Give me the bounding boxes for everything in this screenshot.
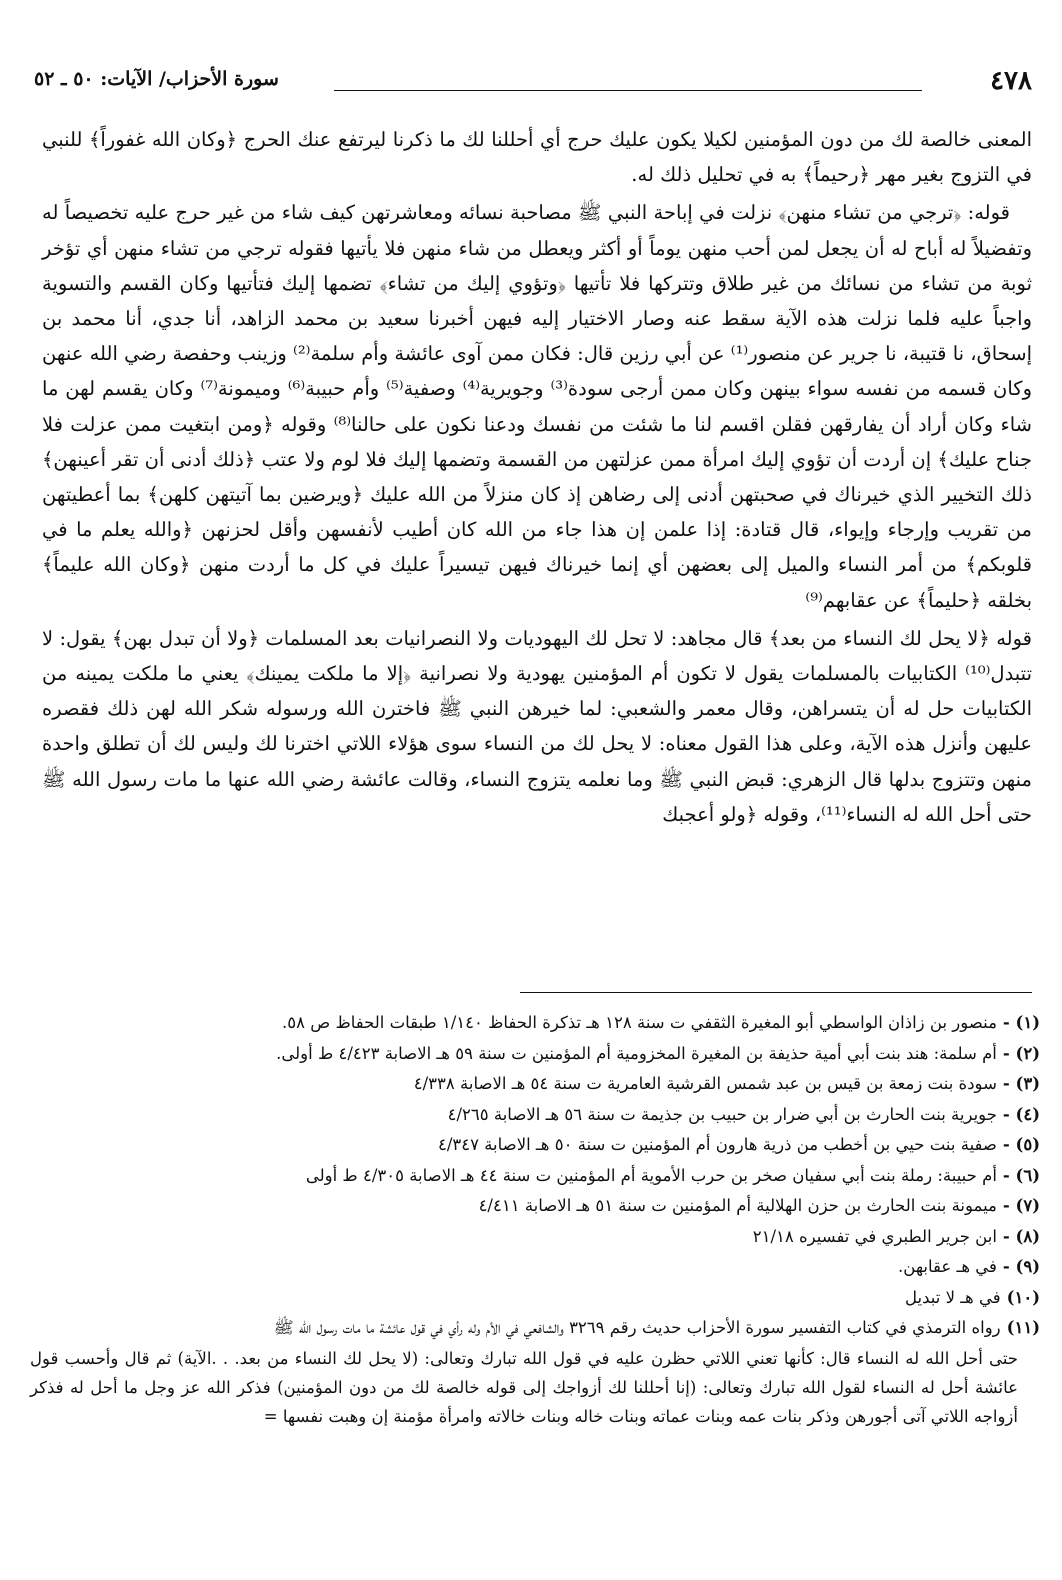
footnote-1 (30, 1008, 1040, 1039)
footnote-4 (30, 1100, 1040, 1131)
footnote-text: ميمونة بنت الحارث بن حزن الهلالية أم المؤمنين ت سنة ٥١ هـ الاصابة ٤/٤١١ (478, 1196, 997, 1215)
footnote-number: (٣) - (1002, 1074, 1040, 1093)
footnote-text: سودة بنت زمعة بن قيس بن عبد شمس القرشية العامرية ت سنة ٥٤ هـ الاصابة ٤/٣٣٨ (413, 1074, 997, 1093)
footnote-separator (520, 992, 1032, 993)
footnotes (30, 1008, 1040, 1431)
footnote-9 (30, 1252, 1040, 1283)
footnote-5 (30, 1130, 1040, 1161)
paragraph-1: المعنى خالصة لك من دون المؤمنين لكيلا يكون عليك حرج أي أحللنا لك ما ذكرنا ليرتفع عنك الحرج ﴿وكان الله غفوراً﴾ للنبي في التزوج بغير مهر ﴿رحيماً﴾ به في تحليل ذلك له. (42, 128, 1032, 187)
footnote-text: أم سلمة: هند بنت أبي أمية حذيفة بن المغيرة المخزومية أم المؤمنين ت سنة ٥٩ هـ الاصابة ٤/٤٢٣ ط أولى. (276, 1043, 997, 1063)
header-rule (334, 90, 922, 91)
running-title: سورة الأحزاب/ الآيات: ٥٠ ـ ٥٢ (34, 68, 279, 90)
footnote-text: منصور بن زاذان الواسطي أبو المغيرة الثقفي ت سنة ١٢٨ هـ تذكرة الحفاظ ١/١٤٠ طبقات الحفاظ ص ٥٨. (282, 1013, 997, 1032)
footnote-11 (30, 1313, 1040, 1344)
page-number: ٤٧٨ (990, 66, 1032, 96)
footnote-number: (١١) (1006, 1318, 1040, 1337)
footnote-3 (30, 1069, 1040, 1100)
main-text (42, 122, 1032, 832)
footnote-text: جويرية بنت الحارث بن أبي ضرار بن حبيب بن جذيمة ت سنة ٥٦ هـ الاصابة ٤/٢٦٥ (447, 1104, 997, 1124)
footnote-number: (٥) - (1002, 1135, 1040, 1154)
footnote-text: رواه الترمذي في كتاب التفسير سورة الأحزاب حديث رقم ٣٢٦٩ والشافعي في الأم وله رأي في قول عائشة ما مات رسول الله ﷺ (273, 1318, 1001, 1337)
footnote-text: ابن جرير الطبري في تفسيره ٢١/١٨ (752, 1226, 997, 1246)
page-header (34, 66, 1032, 100)
footnote-8 (30, 1222, 1040, 1253)
footnote-7 (30, 1191, 1040, 1222)
footnote-11-continuation: حتى أحل الله له النساء قال: كأنها تعني اللاتي حظرن عليه في قول الله تبارك وتعالى: (لا يحل لك النساء من بعد. . .الآية) ثم قال وأحسب قول عائشة أحل له النساء لقول الله تبارك وتعالى: (إنا أحللنا لك أزواجك إلى قوله خالصة لك من دون المؤمنين) فذكر الله عز وجل ما أحل له فذكر أزواجه اللاتي آتى أجورهن وذكر بنات عمه وبنات عماته وبنات خاله وبنات خالاته وامرأة مؤمنة إن وهبت نفسها = (30, 1348, 1018, 1426)
footnote-number: (١٠) (1006, 1287, 1040, 1307)
footnote-10 (30, 1283, 1040, 1314)
footnote-number: (٢) - (1002, 1043, 1040, 1063)
footnote-text: أم حبيبة: رملة بنت أبي سفيان صخر بن حرب الأموية أم المؤمنين ت سنة ٤٤ هـ الاصابة ٤/٣٠٥ ط أولى (305, 1165, 997, 1185)
paragraph-2: قوله: ﴿ترجي من تشاء منهن﴾ نزلت في إباحة النبي ﷺ مصاحبة نسائه ومعاشرتهن كيف شاء من غير حرج عليه تخصيصاً له وتفضيلاً له أباح له أن يجعل لمن أحب منهن يوماً أو أكثر ويعطل من شاء منهن فلا يأتيها فقوله ترجي من تشاء منهن أي تؤخر ثوبة من تشاء من نسائك من غير طلاق وتتركها فلا تأتيها ﴿وتؤوي إليك من تشاء﴾ تضمها إليك فتأتيها وكان القسم والتسوية واجباً عليه فلما نزلت هذه الآية سقط عنه وصار الاختيار إليه فيهن أخبرنا سعيد بن محمد الزاهد، أنا جدي، أنا محمد بن إسحاق، نا قتيبة، نا جرير عن منصور⁽¹⁾ عن أبي رزين قال: فكان ممن آوى عائشة وأم سلمة⁽²⁾ وزينب وحفصة رضي الله عنهن وكان قسمه من نفسه سواء بينهن وكان ممن أرجى سودة⁽³⁾ وجويرية⁽⁴⁾ وصفية⁽⁵⁾ وأم حبيبة⁽⁶⁾ وميمونة⁽⁷⁾ وكان يقسم لهن ما شاء وكان أراد أن يفارقهن فقلن اقسم لنا ما شئت من نفسك ودعنا نكون على حالنا⁽⁸⁾ وقوله ﴿ومن ابتغيت ممن عزلت فلا جناح عليك﴾ إن أردت أن تؤوي إليك امرأة ممن عزلتهن من القسمة وتضمها إليك فلا لوم ولا عتب ﴿ذلك أدنى أن تقر أعينهن﴾ ذلك التخيير الذي خيرناك في صحبتهن أدنى إلى رضاهن إذ كان منزلاً من الله عليك ﴿ويرضين بما آتيتهن كلهن﴾ بما أعطيتهن من تقريب وإرجاء وإيواء، قال قتادة: إذا علمن إن هذا جاء من الله كان أطيب لأنفسهن وأقل لحزنهن ﴿والله يعلم ما في قلوبكم﴾ من أمر النساء والميل إلى بعضهن أي إنما خيرناك فيهن تيسيراً عليك في كل ما أردت منهن ﴿وكان الله عليماً﴾ بخلقه ﴿حليماً﴾ عن عقابهم⁽⁹⁾ (42, 201, 1033, 612)
footnote-number: (٦) - (1002, 1165, 1040, 1185)
footnote-number: (٨) - (1002, 1226, 1040, 1246)
footnote-number: (٧) - (1002, 1196, 1040, 1215)
footnote-2 (30, 1039, 1040, 1070)
footnote-text: في هـ عقابهن. (898, 1257, 997, 1276)
footnote-number: (١) - (1002, 1013, 1040, 1032)
footnote-number: (٤) - (1002, 1104, 1040, 1124)
paragraph-3: قوله ﴿لا يحل لك النساء من بعد﴾ قال مجاهد: لا تحل لك اليهوديات ولا النصرانيات بعد المسلمات ﴿ولا أن تبدل بهن﴾ يقول: لا تتبدل⁽¹⁰⁾ الكتابيات بالمسلمات يقول لا تكون أم المؤمنين يهودية ولا نصرانية ﴿إلا ما ملكت يمينك﴾ يعني ما ملكت يمينه من الكتابيات حل له أن يتسراهن، وقال معمر والشعبي: لما خيرهن النبي ﷺ فاخترن الله ورسوله شكر الله لهن ذلك فقصره عليهن وأنزل هذه الآية، وعلى هذا القول معناه: لا يحل لك من النساء سوى هؤلاء اللاتي اخترنا لك وليس لك أن تطلق واحدة منهن وتتزوج بدلها قال الزهري: قبض النبي ﷺ وما نعلمه يتزوج النساء، وقالت عائشة رضي الله عنها ما مات رسول الله ﷺ حتى أحل الله له النساء⁽¹¹⁾، وقوله ﴿ولو أعجبك (42, 626, 1032, 826)
footnote-number: (٩) - (1002, 1257, 1040, 1276)
footnote-text: في هـ لا تبديل (905, 1287, 1001, 1307)
footnote-6 (30, 1161, 1040, 1192)
footnote-text: صفية بنت حيي بن أخطب من ذرية هارون أم المؤمنين ت سنة ٥٠ هـ الاصابة ٤/٣٤٧ (437, 1135, 997, 1154)
